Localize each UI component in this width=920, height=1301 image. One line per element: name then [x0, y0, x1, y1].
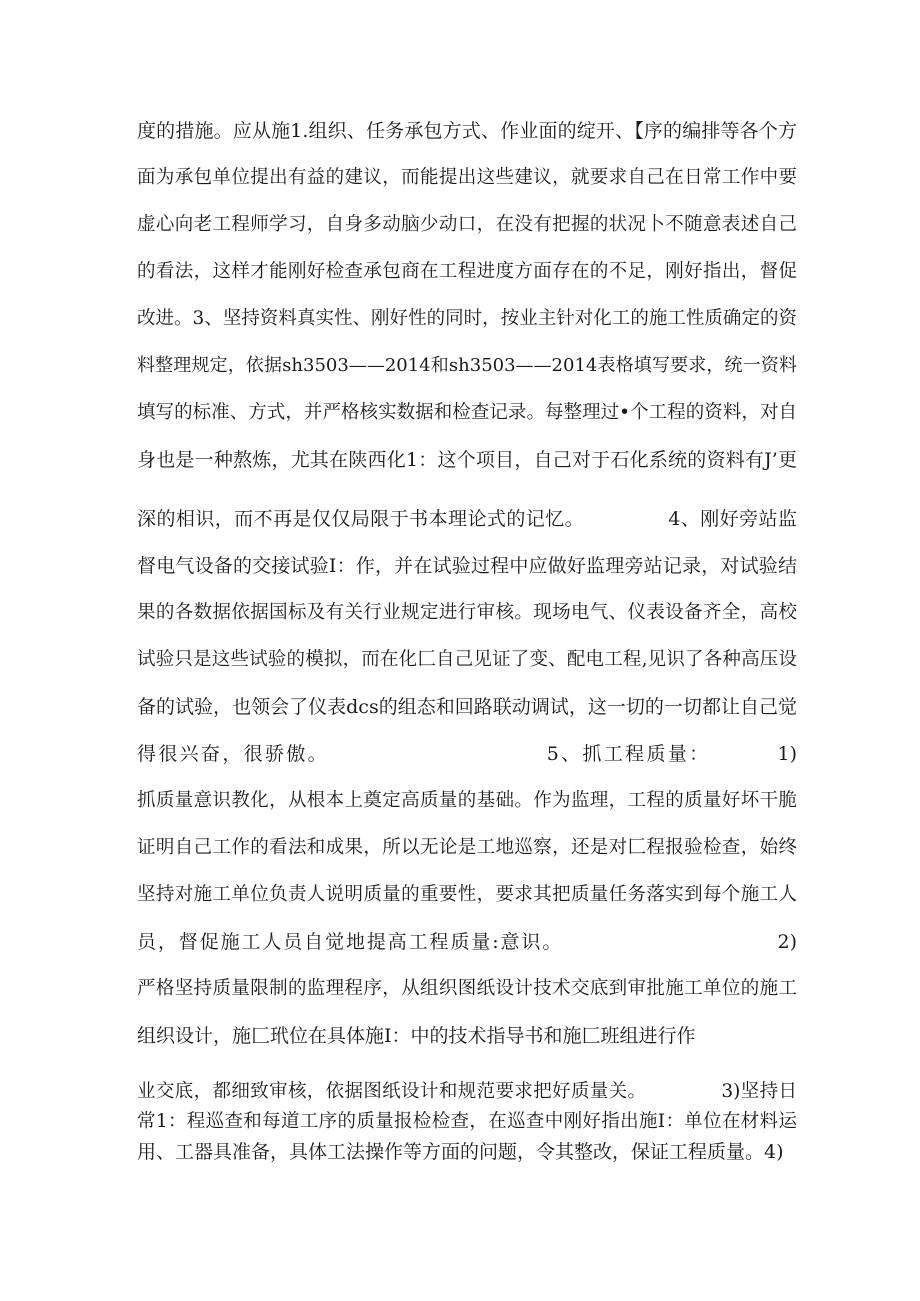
- text-line-6: 料整理规定，依据sh3503——2014和sh3503——2014表格填写要求，统一资料: [137, 355, 797, 376]
- text-line-2: 面为承包单位提出有益的建议，而能提出这些建议，就要求自己在日常工作中要: [137, 167, 797, 188]
- text-line-22: 常1：程巡查和每道工序的质量报检检查，在巡查中刚好指出施I：单位在材料运: [137, 1111, 797, 1132]
- text-line-23: 用、工器具准备，具体工法操作等方面的问题，令其整改，保证工程质量。4): [137, 1141, 784, 1163]
- text-line-21: 业交底，都细致审核，依据图纸设计和规范要求把好质量关。 3)坚持日: [137, 1081, 797, 1102]
- text-line-19: 严格坚持质量限制的监理程序，从组织图纸设计技术交底到审批施工单位的施工: [137, 978, 797, 999]
- text-line-4: 的看法，这样才能刚好检查承包商在工程进度方面存在的不足，刚好指出，督促: [137, 261, 797, 282]
- text-line-18: 员，督促施工人员自觉地提高工程质量:意识。 2): [137, 931, 797, 953]
- text-line-11: 果的各数据依据国标及有关行业规定进行审核。现场电气、仪表设备齐全，高校: [137, 602, 797, 623]
- text-line-9: 深的相识，而不再是仅仅局限于书本理论式的记忆。 4、刚好旁站监: [137, 508, 797, 530]
- text-line-16: 证明自己工作的看法和成果，所以无论是工地巡察，还是对匚程报验检查，始终: [137, 837, 797, 858]
- text-line-14: 得很兴奋，很骄傲。 5、抓工程质量： 1): [137, 743, 797, 765]
- text-line-15: 抓质量意识教化，从根本上奠定高质量的基础。作为监理，工程的质量好坏干脆: [137, 790, 797, 811]
- text-line-1: 度的措施。应从施1.组织、任务承包方式、作业面的绽开、【序的编排等各个方: [137, 120, 797, 142]
- text-line-12: 试验只是这些试验的模拟，而在化匚自己见证了变、配电工程,见识了各种高压设: [137, 649, 797, 670]
- text-line-17: 坚持对施工单位负责人说明质量的重要性，要求其把质量任务落实到每个施工人: [137, 884, 797, 905]
- text-line-20: 组织设计，施匚玳位在具体施I：中的技术指导书和施匚班组进行作: [137, 1025, 696, 1047]
- text-line-8: 身也是一种熬炼，尤其在陕西化1：这个项目，自己对于石化系统的资料有J’更: [137, 449, 797, 471]
- text-line-13: 备的试验，也领会了仪表dcs的组态和回路联动调试，这一切的一切都让自己觉: [137, 696, 797, 718]
- text-line-7: 填写的标准、方式，并严格核实数据和检查记录。每整理过•个工程的资料，对自: [137, 402, 797, 423]
- text-line-3: 虚心向老工程师学习，自身多动脑少动口，在没有把握的状况卜不随意表述自己: [137, 214, 797, 235]
- text-line-10: 督电气设备的交接试验I：作，并在试验过程中应做好监理旁站记录，对试验结: [137, 555, 797, 577]
- text-line-5: 改进。3、坚持资料真实性、刚好性的同时，按业主针对化工的施工性质确定的资: [137, 308, 797, 329]
